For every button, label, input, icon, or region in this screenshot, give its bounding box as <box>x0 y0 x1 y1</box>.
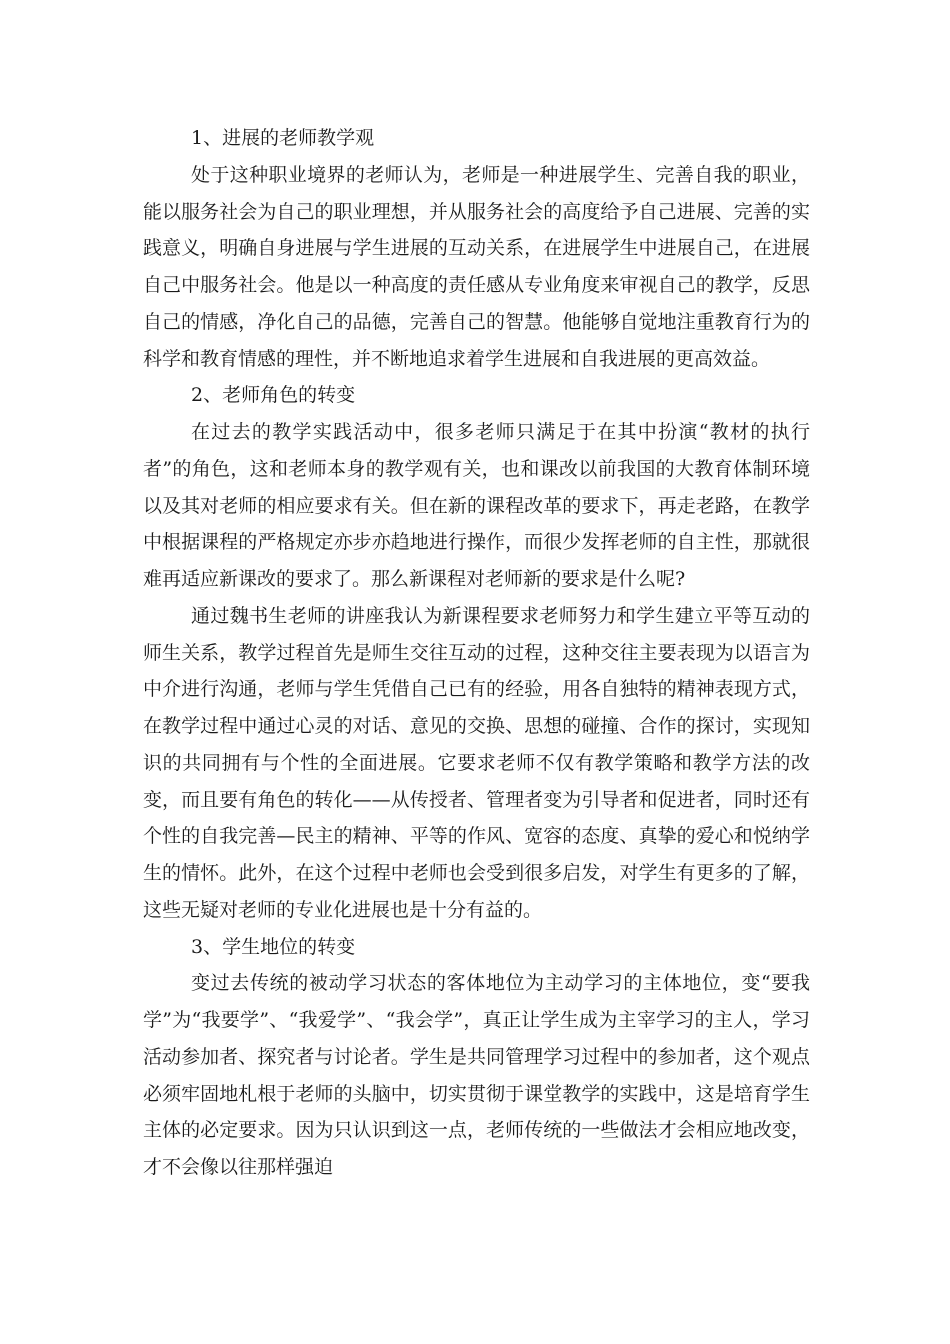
paragraph-student-status: 变过去传统的被动学习状态的客体地位为主动学习的主体地位，变“要我学”为“我要学”、“我爱学”、“我会学”，真正让学生成为主宰学习的主人，学习活动参加者、探究者与讨论者。学生是共同管理学习过程中的参加者，这个观点必须牢固地札根于老师的头脑中，切实贯彻于课堂教学的实践中，这是培育学生主体的必定要求。因为只认识到这一点，老师传统的一些做法才会相应地改变，才不会像以往那样强迫 <box>143 972 810 1178</box>
section-heading-3: 3、学生地位的转变 <box>191 935 356 958</box>
section-heading-1: 1、进展的老师教学观 <box>191 127 375 149</box>
paragraph-role-change: 在过去的教学实践活动中，很多老师只满足于在其中扮演“教材的执行者”的角色，这和老师本身的教学观有关，也和课改以前我国的大教育体制环境以及其对老师的相应要求有关。但在新的课程改革的要求下，再走老路，在教学中根据课程的严格规定亦步亦趋地进行操作，而很少发挥老师的自主性，那就很难再适应新课改的要求了。那么新课程对老师新的要求是什么呢? <box>143 421 810 590</box>
document-body <box>143 120 810 1186</box>
paragraph-new-requirements: 通过魏书生老师的讲座我认为新课程要求老师努力和学生建立平等互动的师生关系，教学过程首先是师生交往互动的过程，这种交往主要表现为以语言为中介进行沟通，老师与学生凭借自己已有的经验，用各自独特的精神表现方式，在教学过程中通过心灵的对话、意见的交换、思想的碰撞、合作的探讨，实现知识的共同拥有与个性的全面进展。它要求老师不仅有教学策略和教学方法的改变，而且要有角色的转化——从传授者、管理者变为引导者和促进者，同时还有个性的自我完善—民主的精神、平等的作风、宽容的态度、真挚的爱心和悦纳学生的情怀。此外，在这个过程中老师也会受到很多启发，对学生有更多的了解，这些无疑对老师的专业化进展也是十分有益的。 <box>143 604 810 921</box>
section-heading-2: 2、老师角色的转变 <box>191 384 356 407</box>
paragraph-teaching-view: 处于这种职业境界的老师认为，老师是一种进展学生、完善自我的职业，能以服务社会为自己的职业理想，并从服务社会的高度给予自己进展、完善的实践意义，明确自身进展与学生进展的互动关系，在进展学生中进展自己，在进展自己中服务社会。他是以一种高度的责任感从专业角度来审视自己的教学，反思自己的情感，净化自己的品德，完善自己的智慧。他能够自觉地注重教育行为的科学和教育情感的理性，并不断地追求着学生进展和自我进展的更高效益。 <box>143 163 810 370</box>
